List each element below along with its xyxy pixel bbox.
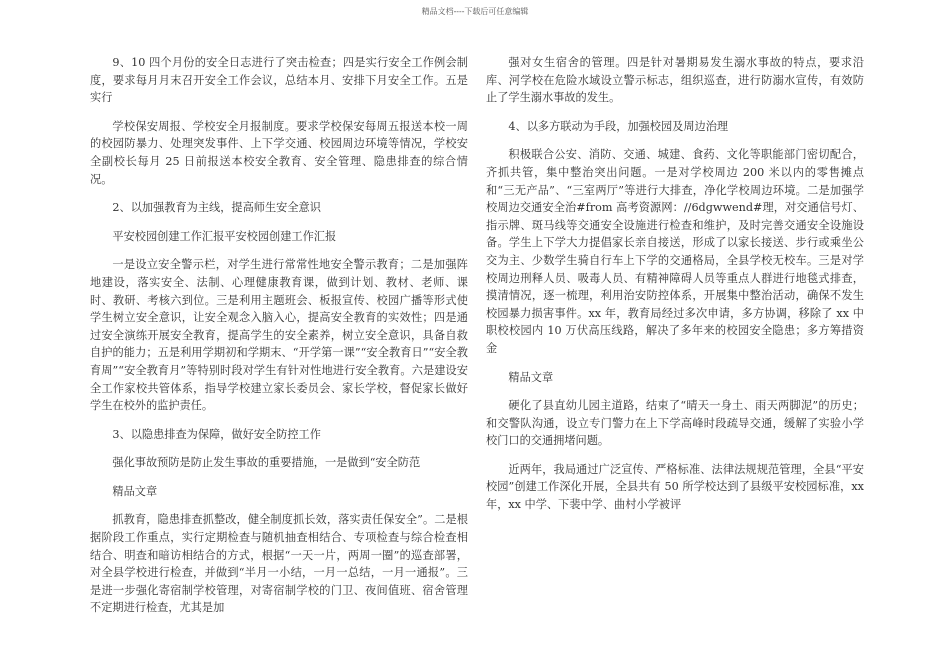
section-heading: 2、以加强教育为主线，提高师生安全意识: [112, 201, 321, 215]
section-label: 精品文章: [508, 370, 554, 384]
paragraph: 9、10 四个月份的安全日志进行了突击检查；四是实行安全工作例会制度，要求每月月末召开安全工作会议，总结本月、安排下月安全工作。五是实行: [90, 56, 468, 105]
page-header: 精品文档----下载后可任意编辑: [421, 7, 529, 16]
paragraph: 平安校园创建工作汇报平安校园创建工作汇报: [112, 229, 337, 243]
paragraph: 积极联合公安、消防、交通、城建、食药、文化等职能部门密切配合，齐抓共管，集中整治突出问题。一是对学校周边 200 米以内的零售摊点和“三无产品”、“三室两厅”等进行大排查，净化学校周边环境。二是加强学校周边交通安全治#from 高考资源网：//6dgwwend#理，对交通信号灯、指示牌、斑马线等交通安全设施进行检查和维护，及时完善交通安全设施设备。学生上下学大力提倡家长亲自接送，形成了以家长接送、步行或乘坐公交为主、少数学生骑自行车上下学的交通格局，全县学校无校车。三是对学校周边刑释人员、吸毒人员、有精神障碍人员等重点人群进行地毯式排查，摸清情况，逐一梳理，利用治安防控体系，开展集中整治活动，确保不发生校园暴力损害事件。xx 年，教育局经过多次申请，多方协调，移除了 xx 中职校校园内 10 万伏高压线路，解决了多年来的校园安全隐患；多方筹措资金: [486, 148, 864, 355]
paragraph: 抓教育，隐患排查抓整改，健全制度抓长效，落实责任保安全”。二是根据阶段工作重点，实行定期检查与随机抽查相结合、专项检查与综合检查相结合、明查和暗访相结合的方式，根据“一天一片，两周一圈”的巡查部署，对全县学校进行检查，并做到“半月一小结，一月一总结，一月一通报”。三是进一步强化寄宿制学校管理，对寄宿制学校的门卫、夜间值班、宿舍管理不定期进行检查，尤其是加: [90, 513, 468, 615]
paragraph: 硬化了县直幼儿园主道路，结束了“晴天一身土、雨天两脚泥”的历史；和交警队沟通，设立专门警力在上下学高峰时段疏导交通，缓解了实验小学校门口的交通拥堵问题。: [486, 399, 864, 448]
paragraph: 一是设立安全警示栏，对学生进行常常性地安全警示教育；二是加强阵地建设，落实安全、法制、心理健康教育课，做到计划、教材、老师、课时、教研、考核六到位。三是利用主题班会、板报宣传、校园广播等形式使学生树立安全意识，让安全观念入脑入心，提高安全教育的实效性；四是通过安全演练开展安全教育，提高学生的安全素养，树立安全意识，具备自救自护的能力；五是利用学期初和学期末、“开学第一课”“安全教育日”“安全教育周”“安全教育月”等特别时段对学生有针对性地进行安全教育。六是建设安全工作家校共管体系，指导学校建立家长委员会、家长学校，督促家长做好学生在校外的监护责任。: [90, 258, 468, 413]
section-heading: 3、以隐患排查为保障，做好安全防控工作: [112, 427, 321, 441]
paragraph: 强对女生宿舍的管理。四是针对暑期易发生溺水事故的特点，要求沿库、河学校在危险水域设立警示标志，组织巡查，进行防溺水宣传，有效防止了学生溺水事故的发生。: [486, 56, 864, 105]
section-label: 精品文章: [112, 484, 158, 498]
paragraph: 学校保安周报、学校安全月报制度。要求学校保安每周五报送本校一周的校园防暴力、处理突发事件、上下学交通、校园周边环境等情况，学校安全副校长每月 25 日前报送本校安全教育、安全管理、隐患排查的综合情况。: [90, 119, 468, 186]
left-column: [90, 54, 468, 628]
right-column: [486, 54, 864, 525]
paragraph: 近两年，我局通过广泛宣传、严格标准、法律法规规范管理，全县“平安校园”创建工作深化开展，全县共有 50 所学校达到了县级平安校园标准，xx 年，xx 中学、下裴中学、曲村小学被评: [486, 462, 864, 512]
paragraph: 强化事故预防是防止发生事故的重要措施，一是做到“安全防范: [112, 456, 421, 470]
section-heading: 4、以多方联动为手段，加强校园及周边治理: [508, 119, 729, 133]
